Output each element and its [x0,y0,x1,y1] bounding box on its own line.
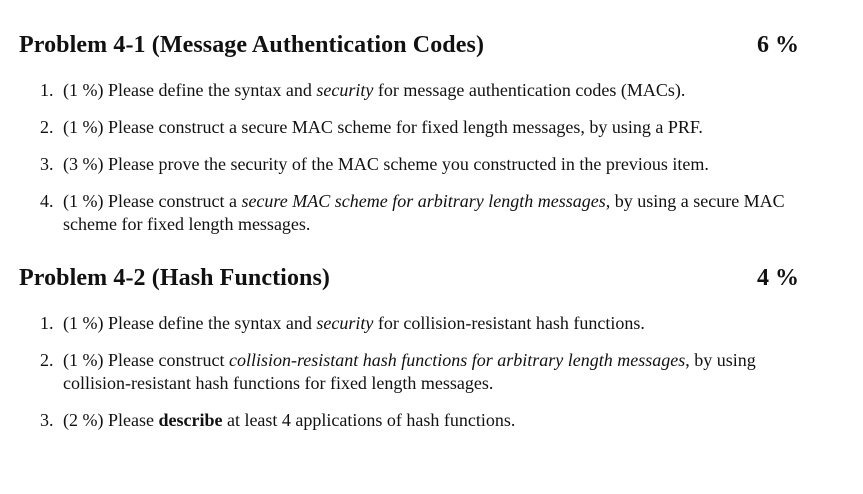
item-text: (3 %) Please prove the security of the MAC scheme you constructed in the previous item. [63,154,709,174]
problem-points: 6 % [757,32,799,58]
item-number: 3. [40,410,54,430]
list-item [19,153,799,176]
problem-title: Problem 4-2 (Hash Functions) [19,265,331,291]
problem-4-2 [19,265,799,432]
item-text-italic: collision-resistant hash functions for arbitrary length messages [228,350,686,370]
item-text-bold: describe [158,410,223,430]
problem-header [19,265,799,299]
item-number: 2. [40,350,54,370]
problem-title: Problem 4-1 (Message Authentication Codes) [19,32,485,58]
item-number: 1. [40,80,54,100]
item-number: 2. [40,117,54,137]
item-text: (1 %) Please define the syntax and [63,313,317,333]
item-number: 1. [40,313,54,333]
item-text: (1 %) Please construct [63,350,229,370]
item-text: , by using a secure MAC scheme for fixed length messages. [63,191,785,234]
item-text: for collision-resistant hash functions. [373,313,645,333]
list-item [19,190,799,236]
item-text: for message authentication codes (MACs). [373,80,686,100]
item-text: (1 %) Please construct a secure MAC scheme for fixed length messages, by using a PRF. [63,117,703,137]
problem-items [19,312,799,432]
problem-points: 4 % [757,265,799,291]
list-item [19,116,799,139]
problem-4-1 [19,32,799,236]
item-text-italic: security [316,313,374,333]
item-text-italic: secure MAC scheme for arbitrary length messages [241,191,606,211]
item-text: , by using collision-resistant hash functions for fixed length messages. [63,350,756,393]
item-text: (1 %) Please construct a [63,191,242,211]
list-item [19,349,799,395]
item-text: (1 %) Please define the syntax and [63,80,317,100]
item-text-italic: security [316,80,374,100]
list-item [19,409,799,432]
item-text: at least 4 applications of hash functions. [222,410,516,430]
item-number: 3. [40,154,54,174]
item-text: (2 %) Please [63,410,159,430]
list-item [19,79,799,102]
problem-header [19,32,799,66]
item-number: 4. [40,191,54,211]
list-item [19,312,799,335]
problem-items [19,79,799,236]
